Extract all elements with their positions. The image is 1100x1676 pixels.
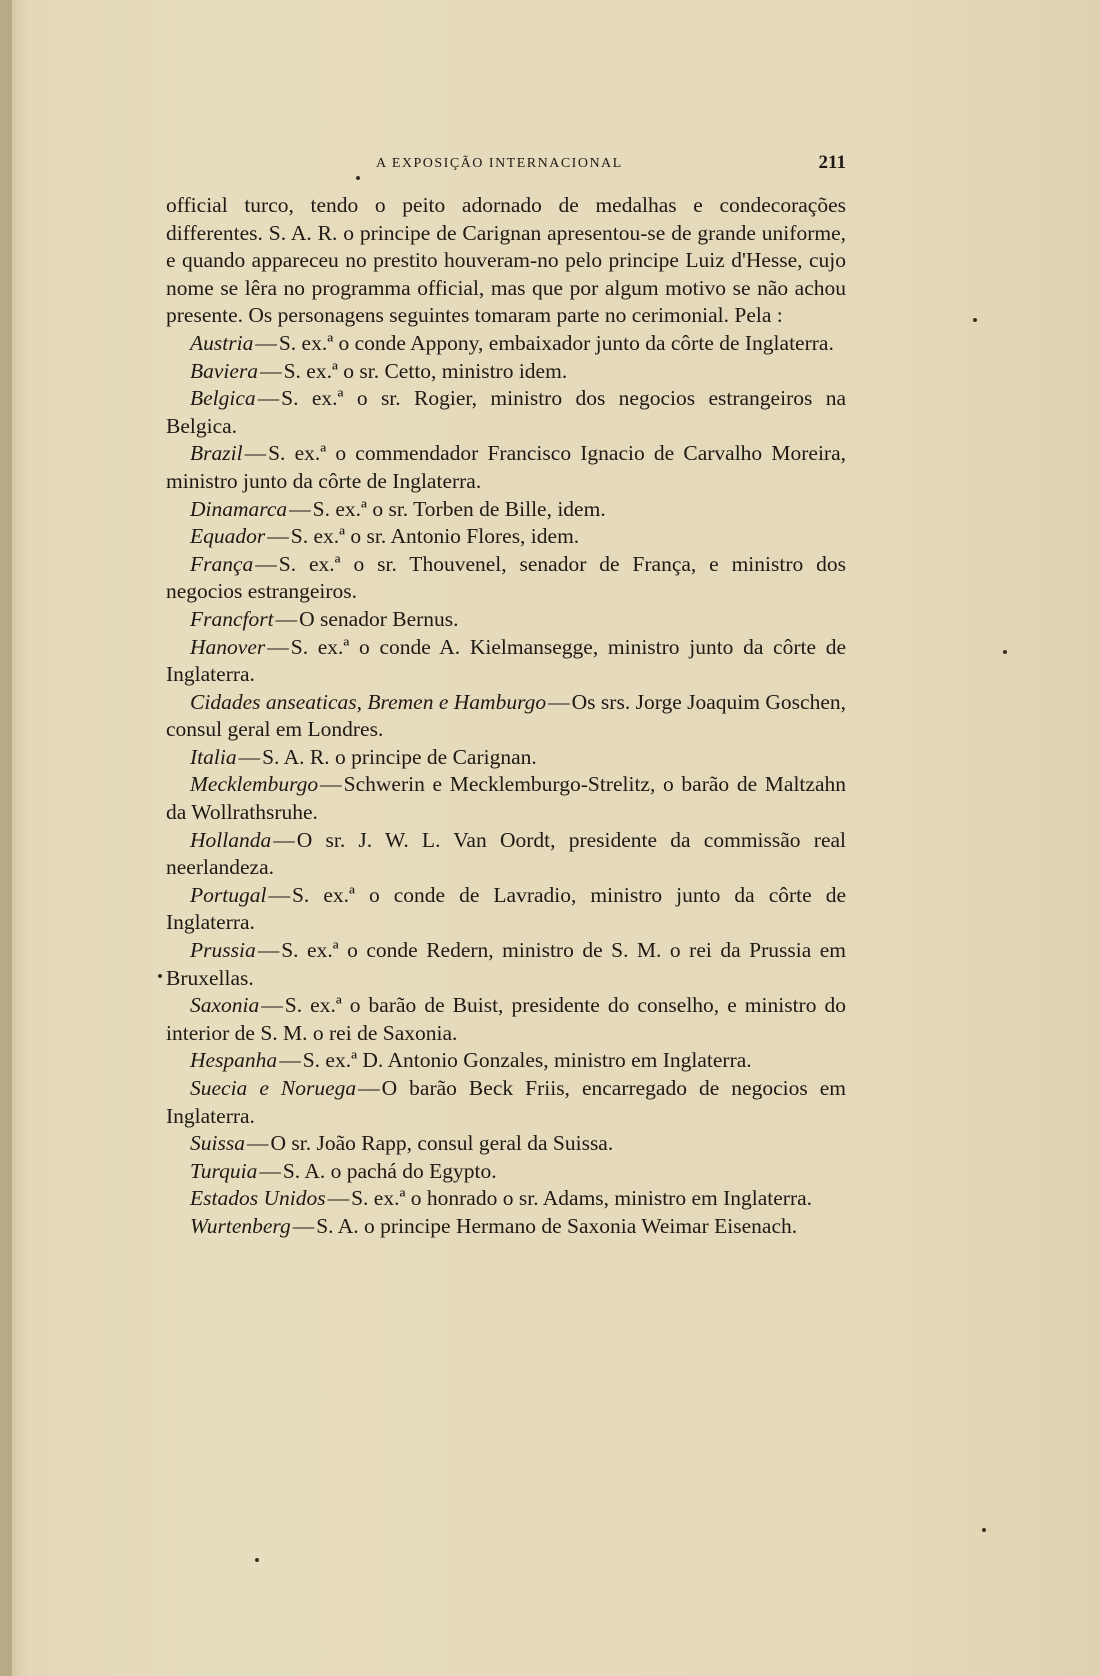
ink-speck xyxy=(973,318,977,322)
delegation-entry xyxy=(166,523,846,551)
em-dash: — xyxy=(238,744,261,769)
ink-speck xyxy=(356,176,360,180)
country-name: Wurtenberg xyxy=(190,1213,291,1238)
delegate-description: S. ex.ª o sr. Rogier, ministro dos negocios estrangeiros na Belgica. xyxy=(166,386,846,438)
em-dash: — xyxy=(260,358,282,383)
delegate-description: S. ex.ª D. Antonio Gonzales, ministro em Inglaterra. xyxy=(302,1048,752,1073)
em-dash: — xyxy=(273,827,295,852)
country-name: Mecklemburgo xyxy=(190,772,319,797)
delegate-description: Schwerin e Mecklemburgo-Strelitz, o barão de Maltzahn da Wollrathsruhe. xyxy=(166,772,846,825)
em-dash: — xyxy=(279,1048,301,1073)
country-name: Hespanha xyxy=(190,1048,278,1073)
delegation-list xyxy=(166,330,846,1241)
em-dash: — xyxy=(292,1213,315,1238)
delegation-entry xyxy=(166,385,846,440)
em-dash: — xyxy=(257,938,280,963)
em-dash: — xyxy=(548,689,570,714)
delegation-entry xyxy=(166,606,846,634)
delegation-entry xyxy=(166,937,846,992)
ink-speck xyxy=(158,974,162,978)
country-name: Dinamarca xyxy=(190,496,288,521)
delegate-description: S. ex.ª o conde Redern, ministro de S. M. o rei da Prussia em Bruxellas. xyxy=(166,938,846,990)
delegate-description: S. ex.ª o conde A. Kielmansegge, ministro junto da côrte de Inglaterra. xyxy=(166,634,846,687)
delegate-description: S. A. o pachá do Egypto. xyxy=(282,1158,497,1183)
delegate-description: S. ex.ª o conde Appony, embaixador junto da côrte de Inglaterra. xyxy=(278,330,834,355)
em-dash: — xyxy=(268,882,290,907)
delegation-entry xyxy=(166,1130,846,1158)
country-name: França xyxy=(190,551,254,576)
country-name: Italia xyxy=(190,744,237,769)
delegation-entry xyxy=(166,882,846,937)
country-name: Suissa xyxy=(190,1131,245,1156)
country-name: Belgica xyxy=(190,386,256,411)
country-name: Estados Unidos xyxy=(190,1186,326,1211)
em-dash: — xyxy=(289,496,311,521)
country-name: Saxonia xyxy=(190,993,260,1018)
delegate-description: S. ex.ª o honrado o sr. Adams, ministro em Inglaterra. xyxy=(351,1186,813,1211)
delegate-description: S. ex.ª o sr. Antonio Flores, idem. xyxy=(290,524,580,549)
delegation-entry xyxy=(166,992,846,1047)
em-dash: — xyxy=(327,1186,350,1211)
delegation-entry xyxy=(166,771,846,826)
ink-speck xyxy=(982,1528,986,1532)
page-header xyxy=(166,148,846,178)
delegation-entry xyxy=(166,689,846,744)
country-name: Hanover xyxy=(190,634,266,659)
em-dash: — xyxy=(267,524,289,549)
delegate-description: S. ex.ª o conde de Lavradio, ministro junto da côrte de Inglaterra. xyxy=(166,882,846,935)
em-dash: — xyxy=(267,634,289,659)
delegate-description: Os srs. Jorge Joaquim Goschen, consul geral em Londres. xyxy=(166,689,846,742)
delegation-entry xyxy=(166,1158,846,1186)
body-text xyxy=(166,192,846,1241)
delegate-description: S. ex.ª o barão de Buist, presidente do conselho, e ministro do interior de S. M. o rei de Saxonia. xyxy=(166,993,846,1045)
delegate-description: S. ex.ª o sr. Thouvenel, senador de França, e ministro dos negocios estrangeiros. xyxy=(166,551,846,604)
running-title: A EXPOSIÇÃO INTERNACIONAL xyxy=(376,156,623,171)
page-spine-shadow xyxy=(0,0,12,1676)
delegation-entry xyxy=(166,634,846,689)
delegation-entry xyxy=(166,1075,846,1130)
em-dash: — xyxy=(358,1076,380,1100)
delegate-description: O barão Beck Friis, encarregado de negocios em Inglaterra. xyxy=(166,1076,846,1128)
country-name: Hollanda xyxy=(190,827,272,852)
country-name: Austria xyxy=(190,330,254,355)
em-dash: — xyxy=(259,1158,281,1183)
ink-speck xyxy=(1003,650,1007,654)
em-dash: — xyxy=(255,551,277,576)
delegation-entry xyxy=(166,1047,846,1075)
delegate-description: S. ex.ª o sr. Cetto, ministro idem. xyxy=(283,358,568,383)
country-name: Francfort xyxy=(190,606,274,631)
delegation-entry xyxy=(166,496,846,524)
delegation-entry xyxy=(166,358,846,386)
delegation-entry xyxy=(166,330,846,358)
em-dash: — xyxy=(275,606,298,631)
country-name: Baviera xyxy=(190,358,259,383)
delegation-entry xyxy=(166,440,846,495)
delegation-entry xyxy=(166,827,846,882)
delegate-description: S. A. R. o principe de Carignan. xyxy=(262,744,537,769)
delegate-description: O sr. J. W. L. Van Oordt, presidente da commissão real neerlandeza. xyxy=(166,827,846,880)
country-name: Portugal xyxy=(190,882,267,907)
country-name: Turquia xyxy=(190,1158,258,1183)
delegation-entry xyxy=(166,551,846,606)
em-dash: — xyxy=(261,993,283,1018)
page-number: 211 xyxy=(818,152,846,173)
country-name: Equador xyxy=(190,524,266,549)
delegate-description: S. ex.ª o sr. Torben de Bille, idem. xyxy=(312,496,606,521)
ink-speck xyxy=(255,1558,259,1562)
delegate-description: O senador Bernus. xyxy=(299,606,459,631)
delegate-description: O sr. João Rapp, consul geral da Suissa. xyxy=(270,1131,614,1156)
delegation-entry xyxy=(166,1185,846,1213)
country-name: Suecia e Noruega xyxy=(190,1076,357,1100)
country-name: Prussia xyxy=(190,938,256,963)
country-name: Brazil xyxy=(190,441,243,466)
em-dash: — xyxy=(320,772,342,797)
delegation-entry xyxy=(166,744,846,772)
em-dash: — xyxy=(255,330,277,355)
delegation-entry xyxy=(166,1213,846,1241)
delegate-description: S. ex.ª o commendador Francisco Ignacio de Carvalho Moreira, ministro junto da côrte de Inglaterra. xyxy=(166,441,846,493)
country-name: Cidades anseaticas, Bremen e Hamburgo xyxy=(190,689,547,714)
em-dash: — xyxy=(246,1131,269,1156)
intro-paragraph: official turco, tendo o peito adornado de medalhas e condecorações differentes. S. A. R. o principe de Carignan apresentou-se de grande uniforme, e quando appareceu no prestito houveram-no pelo principe Luiz d'Hesse, cujo nome se lêra no programma official, mas que por algum motivo se não achou presente. Os personagens seguintes tomaram parte no cerimonial. Pela : xyxy=(166,193,846,328)
delegate-description: S. A. o principe Hermano de Saxonia Weimar Eisenach. xyxy=(316,1213,798,1238)
em-dash: — xyxy=(244,441,267,466)
em-dash: — xyxy=(257,386,280,411)
